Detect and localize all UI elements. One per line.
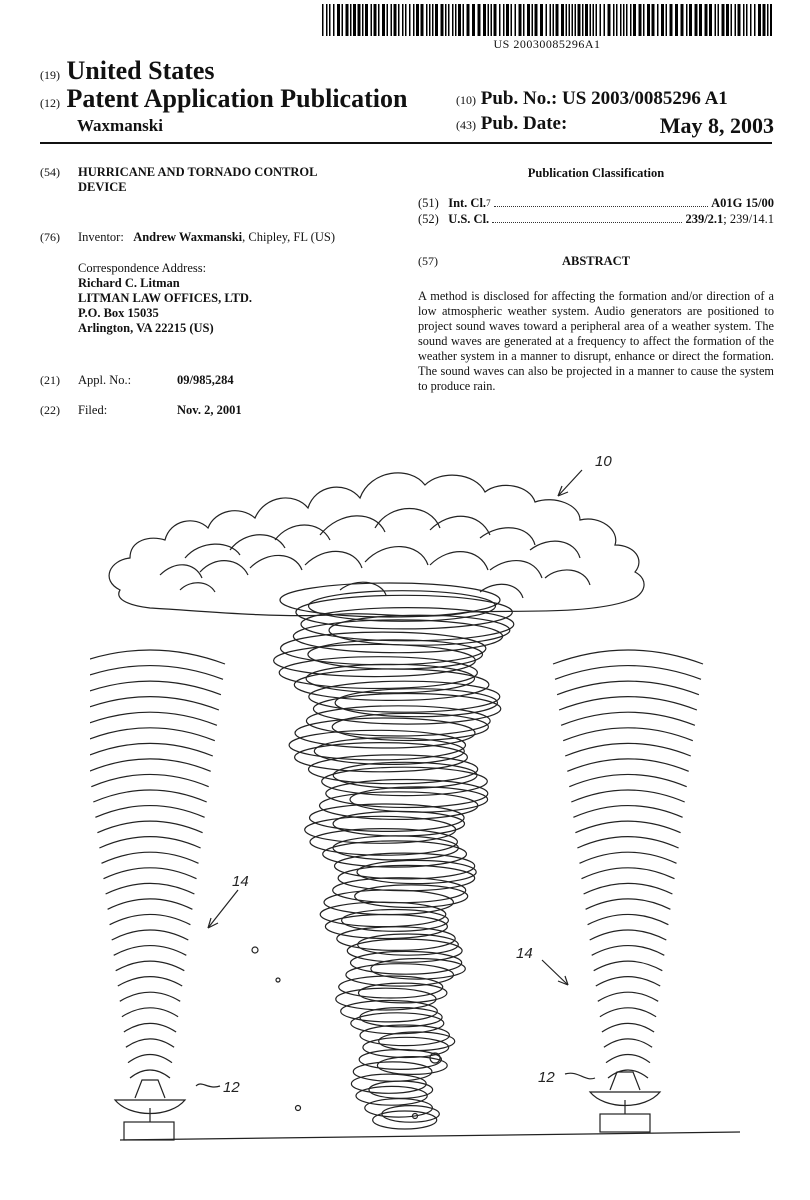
barcode-bar	[535, 4, 538, 36]
barcode-bar	[532, 4, 534, 36]
inventor-label: Inventor:	[78, 230, 124, 244]
barcode-bar	[478, 4, 481, 36]
appl-label: Appl. No.:	[78, 373, 132, 387]
barcode-bar	[391, 4, 393, 36]
barcode-bar	[426, 4, 428, 36]
barcode-bar	[374, 4, 377, 36]
barcode-bar	[523, 4, 525, 36]
inventor-name: Andrew Waxmanski	[133, 230, 243, 244]
sound-wave-arc	[596, 977, 660, 986]
leader-dots	[492, 222, 682, 223]
barcode-bar	[689, 4, 692, 36]
int-class-row	[418, 196, 774, 211]
sound-wave-arc	[118, 977, 182, 986]
barcode-bar	[633, 4, 636, 36]
barcode-bar	[353, 4, 356, 36]
barcode-bar	[432, 4, 434, 36]
barcode-bar	[569, 4, 571, 36]
barcode-bar	[578, 4, 581, 36]
barcode-bar	[491, 4, 493, 36]
patent-drawing	[90, 440, 770, 1150]
barcode-bar	[402, 4, 404, 36]
sound-wave-arc	[563, 728, 693, 741]
pubno-value: US 2003/0085296 A1	[562, 88, 728, 109]
sound-wave-arc	[569, 774, 686, 786]
barcode-bar	[670, 4, 673, 36]
filed-value: Nov. 2, 2001	[177, 403, 242, 417]
barcode-bar	[503, 4, 505, 36]
barcode-bar	[675, 4, 678, 36]
funnel-ring	[333, 836, 458, 860]
barcode-bar	[750, 4, 752, 36]
sound-wave-arc	[559, 697, 697, 710]
sound-wave-arc	[124, 1023, 176, 1032]
barcode-bar	[499, 4, 501, 36]
funnel-ring	[339, 976, 443, 998]
barcode-bar	[709, 4, 712, 36]
barcode-bar	[738, 4, 741, 36]
pub-number-line	[456, 88, 776, 110]
pubdate-code: (43)	[456, 118, 476, 132]
funnel-ring	[365, 1099, 433, 1117]
funnel-ring	[350, 787, 488, 812]
inventor-code: (76)	[40, 230, 60, 244]
int-code: (51)	[418, 196, 439, 210]
reference-numeral-waves-left: 14	[232, 873, 249, 890]
filed-label: Filed:	[78, 403, 108, 417]
us-code: (52)	[418, 212, 439, 226]
barcode-bar	[666, 4, 668, 36]
sound-wave-arc	[592, 946, 665, 956]
sound-wave-arc	[604, 1039, 652, 1047]
barcode-bar	[767, 4, 769, 36]
classification-heading: Publication Classification	[527, 166, 665, 180]
barcode-bar	[358, 4, 361, 36]
barcode-bar	[511, 4, 513, 36]
ground-line	[120, 1132, 740, 1140]
barcode-bar	[722, 4, 725, 36]
funnel-ring	[357, 860, 476, 883]
barcode-bar	[735, 4, 737, 36]
barcode-bar	[519, 4, 522, 36]
abstract-heading-row	[418, 254, 774, 270]
sound-wave-arc	[130, 1070, 170, 1078]
funnel-ring	[360, 1025, 449, 1046]
barcode-bar	[540, 4, 543, 36]
title-line-2: DEVICE	[78, 180, 127, 194]
sound-wave-arc	[122, 1008, 178, 1017]
barcode-bar	[346, 4, 349, 36]
barcode-bar	[731, 4, 733, 36]
appl-code: (21)	[40, 373, 60, 387]
barcode-bar	[413, 4, 415, 36]
sound-wave-arc	[90, 681, 221, 695]
funnel-ring	[373, 1111, 437, 1129]
barcode-bar	[488, 4, 490, 36]
filed-code: (22)	[40, 403, 60, 417]
barcode-bar	[550, 4, 552, 36]
barcode-bar	[754, 4, 756, 36]
barcode-bar	[382, 4, 385, 36]
leader-dots	[494, 206, 709, 207]
correspondence-label: Correspondence Address:	[78, 261, 207, 275]
sound-wave-arc	[90, 728, 215, 741]
barcode-bar	[575, 4, 577, 36]
us-label: U.S. Cl.	[448, 212, 490, 226]
sound-wave-arc	[110, 914, 191, 924]
sound-wave-arc	[102, 852, 199, 863]
barcode-bar	[726, 4, 729, 36]
sound-wave-arc	[580, 852, 677, 863]
funnel-ring	[333, 811, 464, 836]
appl-value: 09/985,284	[177, 373, 234, 387]
inventor-field	[40, 230, 400, 246]
publication-type: Patent Application Publication	[66, 84, 408, 113]
sound-wave-arc	[573, 806, 682, 818]
barcode-bar	[604, 4, 606, 36]
barcode-bar	[405, 4, 407, 36]
barcode-bar	[715, 4, 717, 36]
funnel-ring	[323, 841, 467, 867]
barcode-bar	[515, 4, 517, 36]
funnel-ring	[305, 816, 456, 843]
pubtype-code: (12)	[40, 96, 60, 110]
funnel-ring	[293, 620, 502, 653]
barcode-bar	[652, 4, 655, 36]
country-code: (19)	[40, 68, 60, 82]
sound-wave-arc	[90, 759, 211, 771]
title-field	[40, 165, 400, 197]
barcode-bar	[421, 4, 424, 36]
barcode-bar	[661, 4, 664, 36]
barcode-bar	[639, 4, 642, 36]
tornado-funnel	[274, 583, 514, 1129]
sound-wave-arc	[99, 837, 200, 848]
sound-wave-arc	[598, 992, 658, 1001]
sound-wave-arc	[93, 790, 206, 802]
barcode-bar	[616, 4, 618, 36]
barcode-bar	[582, 4, 584, 36]
sound-wave-arc	[590, 930, 667, 940]
sound-wave-arc	[126, 1039, 174, 1047]
barcode-bar	[553, 4, 555, 36]
barcode-bar	[378, 4, 380, 36]
sound-wave-arc	[561, 712, 695, 725]
inventor-surname: Waxmanski	[77, 116, 163, 135]
funnel-ring	[379, 1032, 455, 1051]
inventor-location: , Chipley, FL (US)	[242, 230, 335, 244]
barcode-bar	[613, 4, 615, 36]
barcode-bar	[350, 4, 352, 36]
barcode-bar	[387, 4, 389, 36]
barcode-bar	[657, 4, 659, 36]
reference-numeral-cloud: 10	[595, 453, 612, 470]
us-class-row	[418, 212, 774, 227]
barcode-bar	[620, 4, 622, 36]
barcode-bar	[435, 4, 438, 36]
pubdate-label: Pub. Date:	[480, 113, 568, 134]
barcode-bar	[494, 4, 497, 36]
barcode-bar	[623, 4, 625, 36]
reference-numeral-waves-right: 14	[516, 945, 533, 962]
barcode-bar	[463, 4, 465, 36]
barcode-bar	[643, 4, 645, 36]
sound-wave-arc	[128, 1054, 172, 1062]
funnel-ring	[359, 1050, 441, 1070]
pubno-label: Pub. No.:	[480, 88, 558, 109]
sound-wave-arc	[97, 821, 202, 833]
barcode-bar	[718, 4, 720, 36]
int-superscript: 7	[486, 198, 491, 208]
funnel-ring	[333, 762, 477, 788]
reference-numeral-generator-right: 12	[538, 1069, 555, 1086]
barcode-bar	[472, 4, 475, 36]
sound-wave-arc	[586, 899, 671, 909]
audio-generator-right	[590, 1072, 660, 1132]
publication-type-line	[40, 84, 407, 114]
abstract-code: (57)	[418, 254, 438, 268]
abstract-heading: ABSTRACT	[561, 254, 631, 268]
barcode-bar	[483, 4, 486, 36]
funnel-ring	[355, 885, 468, 908]
funnel-ring	[356, 1086, 427, 1105]
sound-waves-left	[90, 650, 225, 1078]
sound-wave-arc	[553, 650, 703, 664]
sound-wave-arc	[106, 883, 195, 894]
barcode-number: US 20030085296A1	[493, 37, 601, 51]
barcode-bar	[365, 4, 368, 36]
country: United States	[66, 56, 215, 85]
int-label: Int. Cl.	[448, 196, 487, 210]
pubdate-value: May 8, 2003	[659, 113, 774, 138]
sound-wave-arc	[95, 806, 204, 818]
barcode-bar	[448, 4, 450, 36]
barcode-bar	[746, 4, 748, 36]
int-value: A01G 15/00	[711, 196, 774, 210]
sound-wave-arc	[588, 914, 669, 924]
barcode-bar	[770, 4, 772, 36]
barcode-bar	[590, 4, 592, 36]
funnel-ring	[280, 583, 500, 617]
barcode-bar	[705, 4, 708, 36]
barcode-bar	[585, 4, 588, 36]
sound-wave-arc	[90, 650, 225, 664]
barcode-bar	[342, 4, 344, 36]
correspondence-line: LITMAN LAW OFFICES, LTD.	[78, 291, 252, 305]
barcode-bar	[630, 4, 632, 36]
sound-wave-arc	[114, 946, 187, 956]
barcode-bar	[409, 4, 411, 36]
us-value-secondary: ; 239/14.1	[723, 212, 774, 226]
barcode-bar	[326, 4, 328, 36]
sound-waves-right	[553, 650, 703, 1078]
barcode-bar	[593, 4, 595, 36]
barcode-bar	[416, 4, 419, 36]
pub-date-line	[456, 113, 774, 138]
pubno-code: (10)	[456, 93, 476, 107]
sound-wave-arc	[555, 666, 701, 680]
reference-numeral-generator-left: 12	[223, 1079, 240, 1096]
barcode-bar	[452, 4, 454, 36]
funnel-ring	[310, 829, 457, 856]
sound-wave-arc	[584, 883, 673, 894]
sound-wave-arc	[104, 868, 197, 879]
country-line	[40, 56, 215, 86]
barcode-bar	[445, 4, 447, 36]
barcode-bar	[506, 4, 509, 36]
barcode-bar	[600, 4, 602, 36]
barcode-bar	[608, 4, 611, 36]
barcode-bar	[626, 4, 628, 36]
sound-wave-arc	[606, 1054, 650, 1062]
barcode-bar	[527, 4, 530, 36]
sound-wave-arc	[108, 899, 193, 909]
sound-wave-arc	[567, 759, 688, 771]
funnel-ring	[336, 988, 436, 1010]
funnel-ring	[382, 1106, 439, 1123]
sound-wave-arc	[91, 774, 208, 786]
sound-wave-arc	[602, 1023, 654, 1032]
barcode-bar	[556, 4, 559, 36]
application-number-field	[40, 373, 400, 389]
barcode-bar	[337, 4, 340, 36]
barcode-bar	[596, 4, 598, 36]
sound-wave-arc	[90, 712, 217, 725]
correspondence-line: P.O. Box 15035	[78, 306, 159, 320]
sound-wave-arc	[565, 743, 691, 756]
sound-wave-arc	[577, 837, 678, 848]
header-divider	[40, 142, 772, 144]
storm-cloud	[109, 473, 644, 616]
barcode-bar	[455, 4, 457, 36]
barcode-bar	[329, 4, 331, 36]
barcode-bar	[686, 4, 688, 36]
sound-wave-arc	[571, 790, 684, 802]
barcode-bar	[467, 4, 470, 36]
sound-wave-arc	[557, 681, 699, 695]
correspondence-field	[40, 261, 400, 341]
barcode-bar	[763, 4, 766, 36]
title-code: (54)	[40, 165, 60, 179]
sound-wave-arc	[116, 961, 185, 971]
barcode-bar	[458, 4, 461, 36]
sound-wave-arc	[90, 743, 213, 756]
barcode	[322, 4, 772, 36]
barcode-bar	[758, 4, 761, 36]
funnel-ring	[309, 681, 500, 712]
correspondence-line: Richard C. Litman	[78, 276, 180, 290]
abstract-text: A method is disclosed for affecting the formation and/or direction of a low atmospheric weather system. Audio generators are positioned to project sound waves toward a peripheral area of a weather system. The sound waves are generated at a frequency to affect the formation of the weather system in a manner to disrupt, enhance or direct the formation. The sound waves can also be projected in a manner to cause the system to produce rain.	[418, 289, 774, 393]
barcode-bar	[647, 4, 650, 36]
funnel-ring	[342, 910, 449, 932]
barcode-bar	[743, 4, 745, 36]
barcode-bar	[394, 4, 397, 36]
barcode-bar	[398, 4, 400, 36]
barcode-bar	[681, 4, 684, 36]
barcode-bar	[572, 4, 574, 36]
sound-wave-arc	[608, 1070, 648, 1078]
audio-generator-left	[115, 1080, 185, 1140]
barcode-bar	[695, 4, 698, 36]
barcode-bar	[371, 4, 373, 36]
sound-wave-arc	[90, 697, 219, 710]
us-value-primary: 239/2.1	[685, 212, 724, 226]
funnel-ring	[377, 1057, 447, 1075]
barcode-bar	[362, 4, 364, 36]
barcode-bar	[546, 4, 548, 36]
barcode-bar	[441, 4, 444, 36]
sound-wave-arc	[582, 868, 675, 879]
barcode-bar	[333, 4, 335, 36]
sound-wave-arc	[600, 1008, 656, 1017]
sound-wave-arc	[120, 992, 180, 1001]
funnel-ring	[369, 1081, 433, 1098]
sound-wave-arc	[112, 930, 189, 940]
barcode-bar	[561, 4, 564, 36]
funnel-ring	[314, 738, 464, 765]
sound-wave-arc	[594, 961, 663, 971]
barcode-bar	[429, 4, 431, 36]
sound-wave-arc	[90, 666, 223, 680]
barcode-bar	[566, 4, 568, 36]
title-line-1: HURRICANE AND TORNADO CONTROL	[78, 165, 318, 179]
sound-wave-arc	[575, 821, 680, 833]
correspondence-line: Arlington, VA 22215 (US)	[78, 321, 214, 335]
barcode-bar	[322, 4, 324, 36]
barcode-bar	[699, 4, 702, 36]
filed-field	[40, 403, 400, 419]
